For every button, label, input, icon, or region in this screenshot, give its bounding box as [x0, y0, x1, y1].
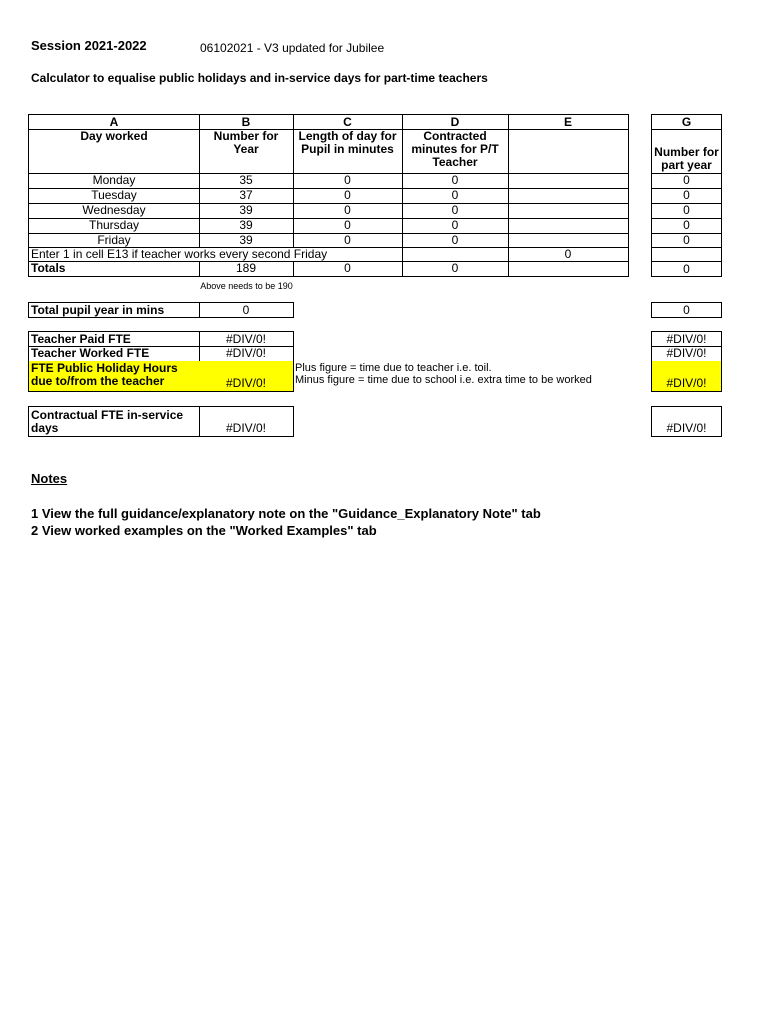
contracted-cell-wednesday[interactable]: 0 — [402, 203, 509, 219]
header-length-of-day[interactable]: Length of day for Pupil in minutes — [293, 129, 403, 174]
note-worked-examples-tab: 2 View worked examples on the "Worked Examples" tab — [31, 523, 377, 538]
number-cell-thursday[interactable]: 39 — [199, 218, 294, 234]
contractual-fte-inservice-part[interactable]: #DIV/0! — [651, 406, 722, 437]
friday-note-g-cell — [651, 247, 722, 262]
part-year-cell-wednesday[interactable]: 0 — [651, 203, 722, 219]
length-cell-friday[interactable]: 0 — [293, 233, 403, 248]
teacher-paid-fte-part[interactable]: #DIV/0! — [651, 331, 722, 347]
header-number-for-part-year[interactable]: Number for part year — [651, 129, 722, 174]
length-cell-tuesday[interactable]: 0 — [293, 188, 403, 204]
totals-part-year[interactable]: 0 — [651, 261, 722, 277]
col-letter-d[interactable]: D — [402, 114, 509, 130]
fte-public-holiday-hours-label[interactable]: FTE Public Holiday Hours due to/from the teacher — [28, 361, 200, 392]
plus-figure-note: Plus figure = time due to teacher i.e. toil. — [295, 362, 492, 374]
col-letter-b[interactable]: B — [199, 114, 294, 130]
totals-number-for-year[interactable]: 189 — [199, 261, 294, 277]
length-cell-monday[interactable]: 0 — [293, 173, 403, 189]
header-day-worked[interactable]: Day worked — [28, 129, 200, 174]
part-year-cell-monday[interactable]: 0 — [651, 173, 722, 189]
contracted-cell-tuesday[interactable]: 0 — [402, 188, 509, 204]
total-pupil-year-label[interactable]: Total pupil year in mins — [28, 302, 200, 318]
teacher-paid-fte-value[interactable]: #DIV/0! — [199, 331, 294, 347]
fte-public-holiday-hours-part[interactable]: #DIV/0! — [651, 361, 722, 392]
totals-label[interactable]: Totals — [28, 261, 200, 277]
e-cell-wednesday[interactable] — [508, 203, 629, 219]
number-cell-tuesday[interactable]: 37 — [199, 188, 294, 204]
contractual-fte-inservice-label[interactable]: Contractual FTE in-service days — [28, 406, 200, 437]
header-e-empty[interactable] — [508, 129, 629, 174]
length-cell-wednesday[interactable]: 0 — [293, 203, 403, 219]
friday-note-text: Enter 1 in cell E13 if teacher works every second Friday — [31, 247, 328, 261]
totals-length-of-day[interactable]: 0 — [293, 261, 403, 277]
e-cell-tuesday[interactable] — [508, 188, 629, 204]
totals-contracted-minutes[interactable]: 0 — [402, 261, 509, 277]
session-title: Session 2021-2022 — [31, 38, 147, 53]
day-cell-wednesday[interactable]: Wednesday — [28, 203, 200, 219]
teacher-worked-fte-part[interactable]: #DIV/0! — [651, 346, 722, 362]
col-letter-e[interactable]: E — [508, 114, 629, 130]
day-cell-friday[interactable]: Friday — [28, 233, 200, 248]
number-cell-monday[interactable]: 35 — [199, 173, 294, 189]
friday-note-d-cell[interactable] — [402, 247, 509, 262]
above-needs-note: Above needs to be 190 — [200, 281, 293, 291]
total-pupil-year-value[interactable]: 0 — [199, 302, 294, 318]
length-cell-thursday[interactable]: 0 — [293, 218, 403, 234]
contractual-fte-inservice-value[interactable]: #DIV/0! — [199, 406, 294, 437]
teacher-paid-fte-label[interactable]: Teacher Paid FTE — [28, 331, 200, 347]
part-year-cell-tuesday[interactable]: 0 — [651, 188, 722, 204]
number-cell-wednesday[interactable]: 39 — [199, 203, 294, 219]
col-letter-c[interactable]: C — [293, 114, 403, 130]
total-pupil-year-part[interactable]: 0 — [651, 302, 722, 318]
day-cell-thursday[interactable]: Thursday — [28, 218, 200, 234]
col-letter-g[interactable]: G — [651, 114, 722, 130]
header-number-for-year[interactable]: Number for Year — [199, 129, 294, 174]
contracted-cell-monday[interactable]: 0 — [402, 173, 509, 189]
friday-flag-input[interactable]: 0 — [508, 247, 629, 262]
day-cell-monday[interactable]: Monday — [28, 173, 200, 189]
header-contracted-minutes[interactable]: Contracted minutes for P/T Teacher — [402, 129, 509, 174]
notes-heading: Notes — [31, 471, 68, 486]
totals-e-cell[interactable] — [508, 261, 629, 277]
part-year-cell-thursday[interactable]: 0 — [651, 218, 722, 234]
teacher-worked-fte-value[interactable]: #DIV/0! — [199, 346, 294, 362]
e-cell-thursday[interactable] — [508, 218, 629, 234]
col-letter-a[interactable]: A — [28, 114, 200, 130]
part-year-cell-friday[interactable]: 0 — [651, 233, 722, 248]
e-cell-friday[interactable] — [508, 233, 629, 248]
contracted-cell-thursday[interactable]: 0 — [402, 218, 509, 234]
number-cell-friday[interactable]: 39 — [199, 233, 294, 248]
minus-figure-note: Minus figure = time due to school i.e. extra time to be worked — [295, 374, 592, 386]
version-label: 06102021 - V3 updated for Jubilee — [200, 41, 385, 55]
e-cell-monday[interactable] — [508, 173, 629, 189]
calculator-subtitle: Calculator to equalise public holidays and in-service days for part-time teachers — [31, 71, 488, 85]
fte-public-holiday-hours-value[interactable]: #DIV/0! — [199, 361, 294, 392]
note-guidance-tab: 1 View the full guidance/explanatory note on the "Guidance_Explanatory Note" tab — [31, 506, 541, 521]
contracted-cell-friday[interactable]: 0 — [402, 233, 509, 248]
day-cell-tuesday[interactable]: Tuesday — [28, 188, 200, 204]
teacher-worked-fte-label[interactable]: Teacher Worked FTE — [28, 346, 200, 362]
